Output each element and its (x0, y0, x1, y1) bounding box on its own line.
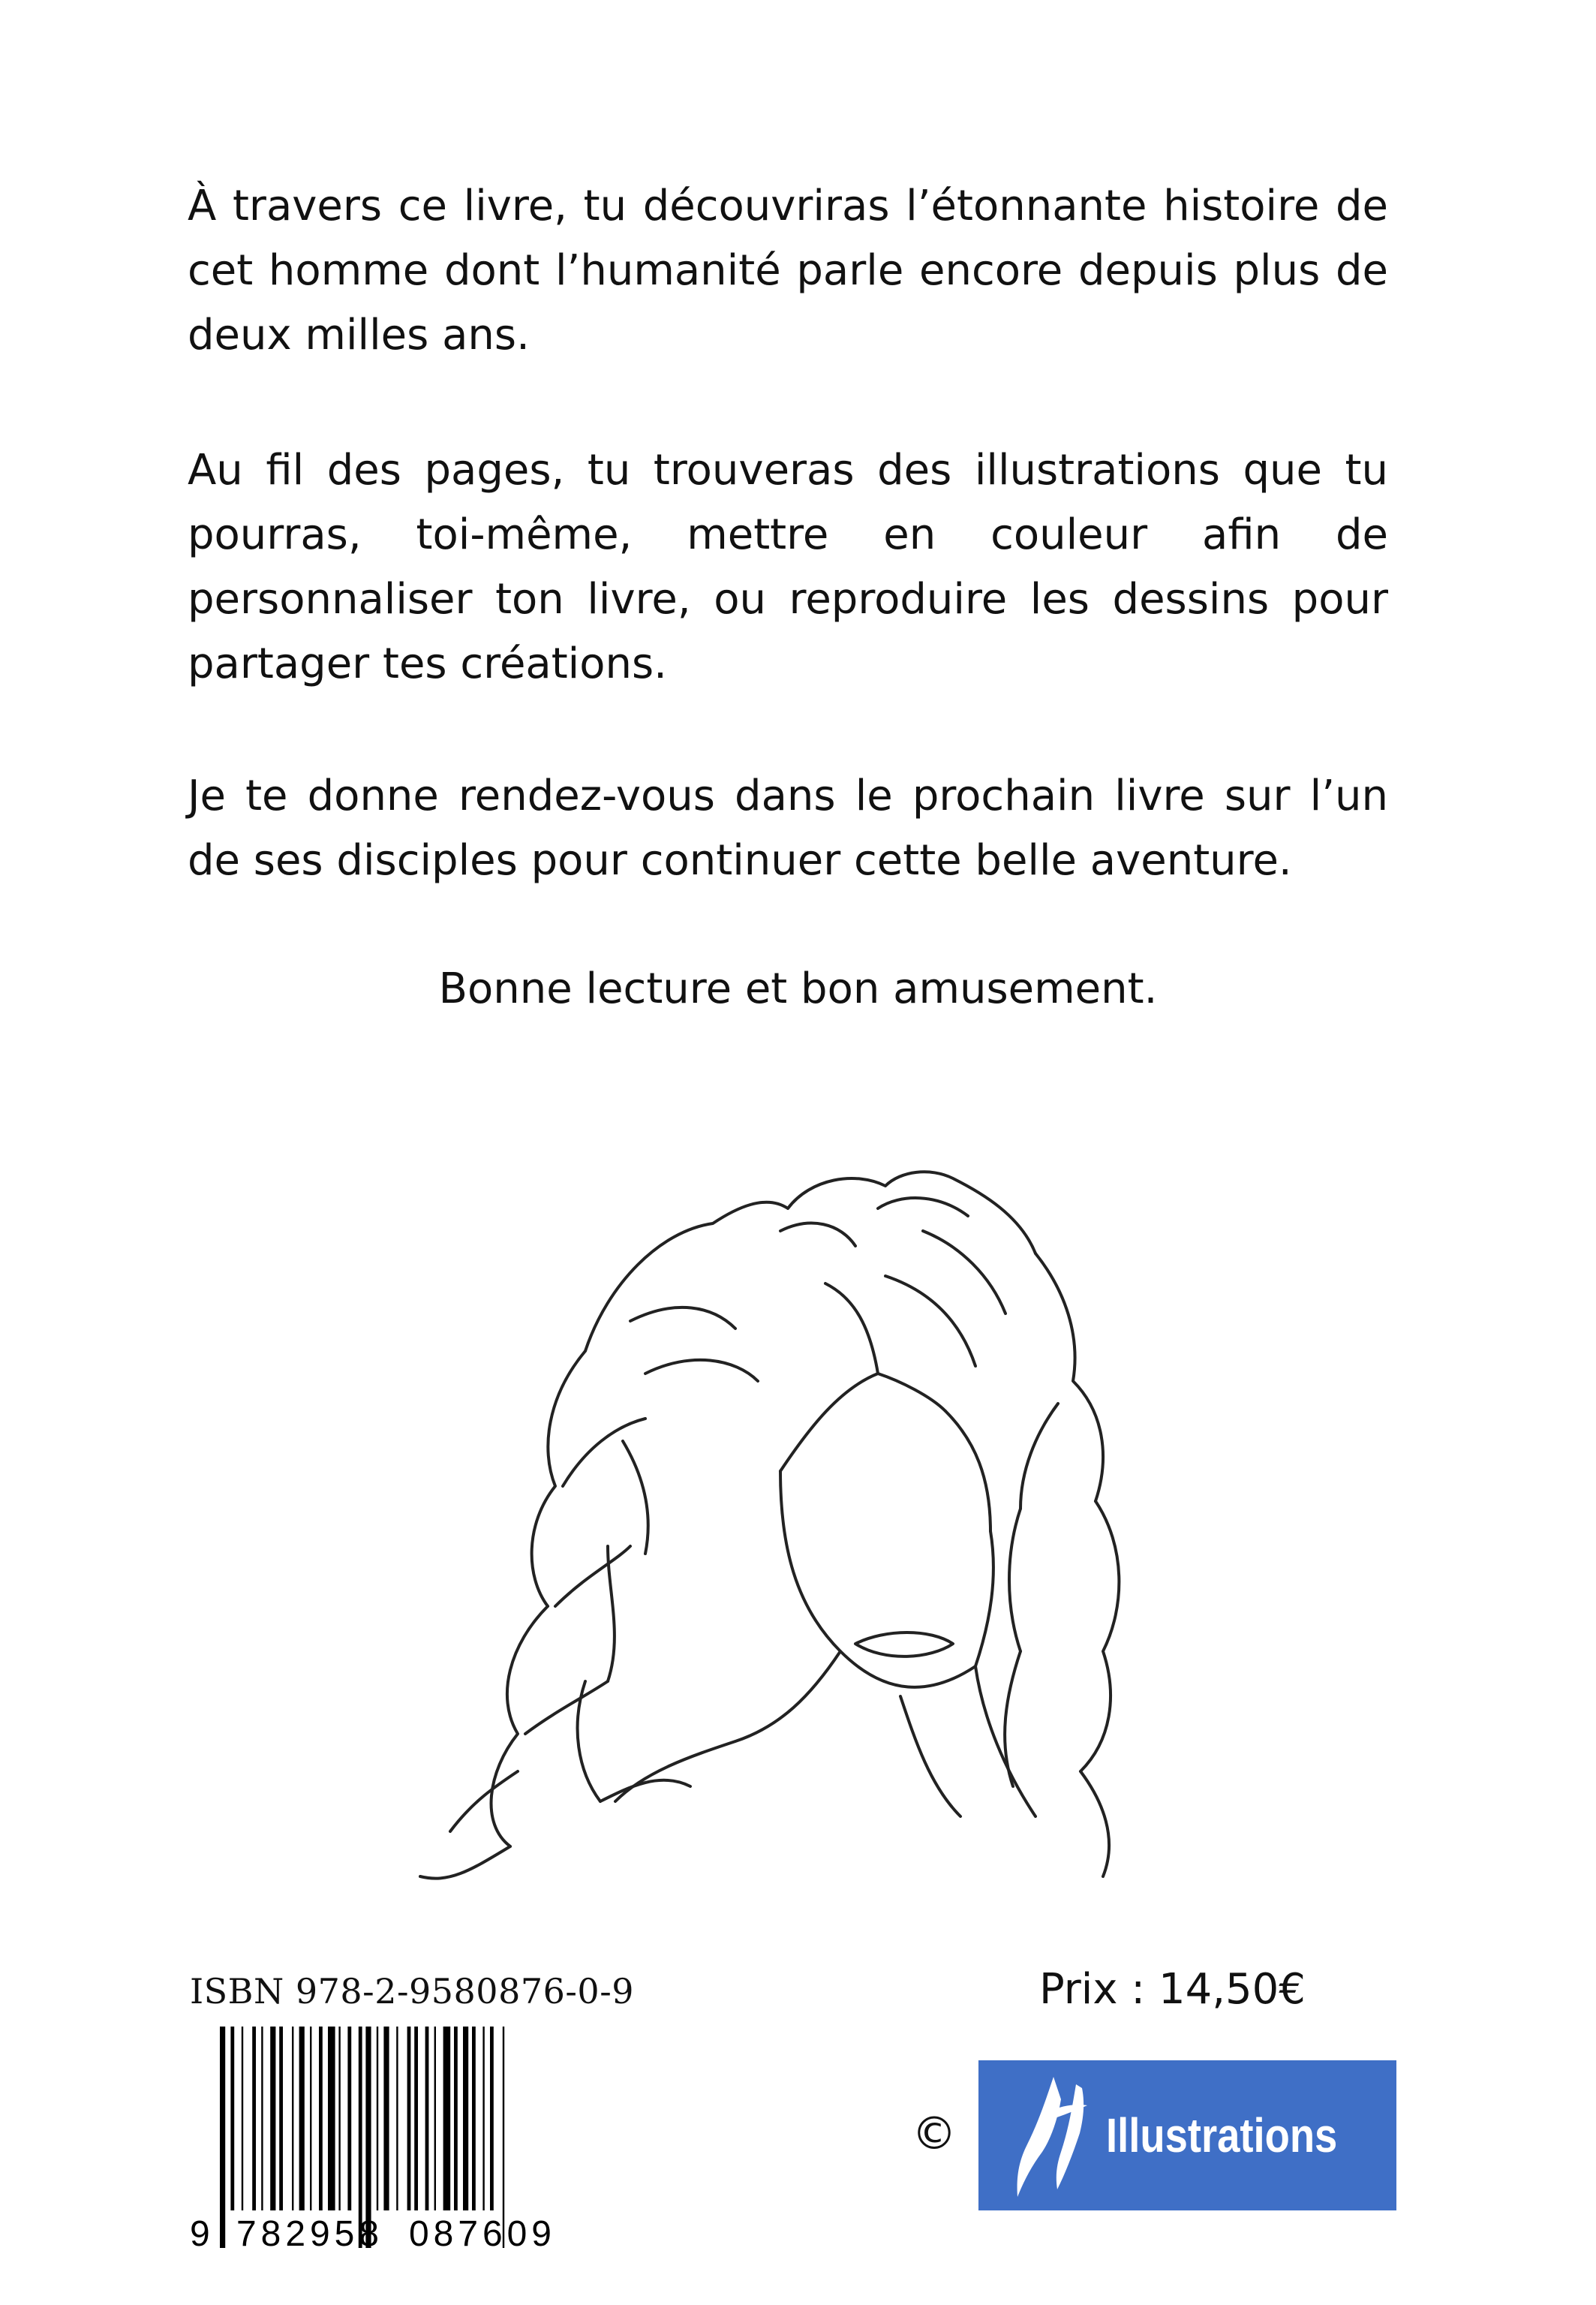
copyright-symbol: © (912, 2108, 957, 2160)
barcode (190, 2027, 588, 2252)
barcode-left-group: 782958 (236, 2214, 379, 2252)
publisher-logo-text: Illustrations (1106, 2108, 1338, 2162)
isbn-label: ISBN 978-2-9580876-0-9 (190, 1971, 634, 2012)
publisher-logo (978, 2060, 1396, 2210)
brush-stroke-logo-icon (1001, 2069, 1106, 2203)
price-label: Prix : 14,50€ (1039, 1965, 1306, 2014)
barcode-right-group: 087609 (409, 2214, 552, 2252)
barcode-first-digit: 9 (190, 2214, 210, 2252)
intro-paragraph-2: Au fil des pages, tu trouveras des illustrations que tu pourras, toi-même, mettre en couleur afin de personnaliser ton livre, ou reproduire les dessins pour partager tes créations. (188, 446, 1388, 688)
hair-face-line-drawing-icon (360, 1126, 1261, 1914)
closing-line: Bonne lecture et bon amusement. (438, 964, 1158, 1013)
intro-paragraph-1: À travers ce livre, tu découvriras l’étonnante histoire de cet homme dont l’humanité parle encore depuis plus de deux milles ans. (188, 182, 1388, 360)
intro-paragraph-3: Je te donne rendez-vous dans le prochain livre sur l’un de ses disciples pour continuer cette belle aventure. (188, 772, 1388, 885)
